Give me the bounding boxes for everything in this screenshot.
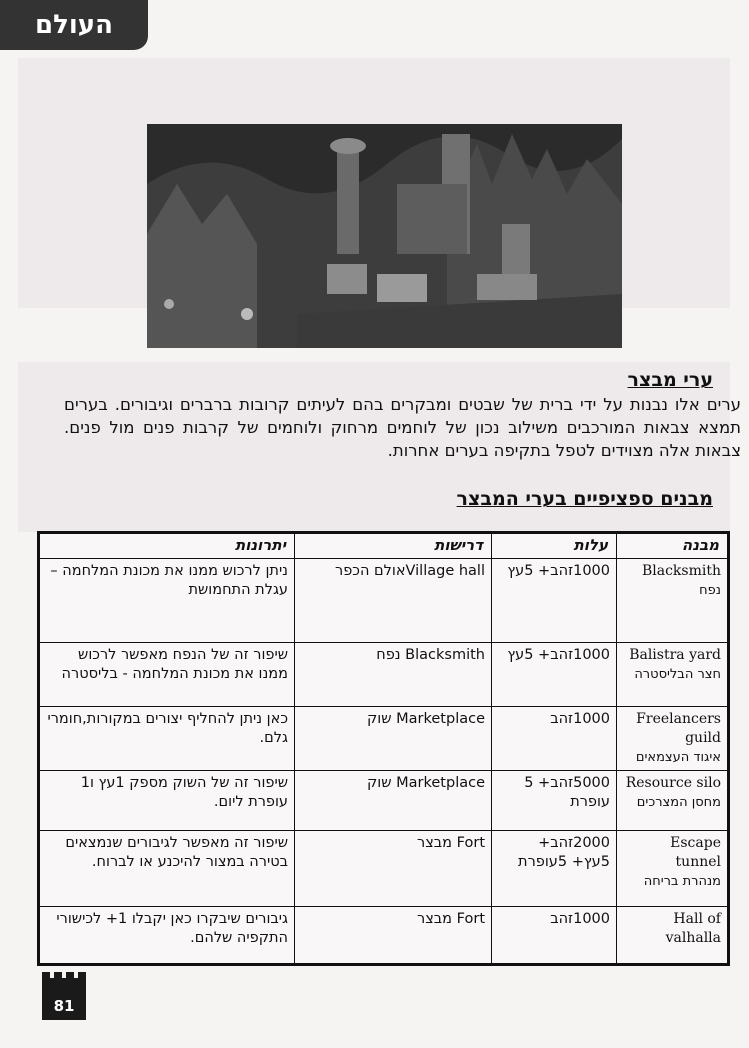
table-row [39,907,729,965]
cost-cell: 1000זהב+ 5עץ [492,559,617,643]
building-cell [617,771,729,831]
advantages-cell: כאן ניתן להחליף יצורים במקורות,חומרי גלם. [39,707,295,771]
building-name-en: Resource silo [625,775,721,791]
table-row [39,831,729,907]
cost-cell: 5000זהב+ 5 עופרת [492,771,617,831]
requirements-cell: Marketplace שוק [295,707,492,771]
building-name-en: Balistra yard [629,647,721,663]
building-cell [617,643,729,707]
building-name-he: מחסן המצרכים [636,795,721,810]
building-cell [617,559,729,643]
table-header-row [39,533,729,559]
building-name-he: חצר הבליסטרה [634,667,721,682]
buildings-title: מבנים ספציפיים בערי המבצר [456,488,713,510]
building-name-en: Hall of valhalla [665,911,721,946]
section-paragraph: ערים אלו נבנות על ידי ברית של שבטים ומבקרים בהם לעיתים קרובות ברברים וגיבורים. בערים תמצא צבאות המורכבים משילוב נכון של לוחמים מרחוק ולוחמים של קרבות פנים מול פנים. צבאות אלה מצוידים לטפל בתקיפה בערים אחרות. [64,395,741,460]
building-name-he: איגוד העצמאים [635,750,721,765]
chapter-title: העולם [35,10,113,40]
requirements-cell: Fort מבצר [295,831,492,907]
advantages-cell: שיפור זה של הנפח מאפשר לרכוש ממנו את מכונת המלחמה - בליסטרה [39,643,295,707]
table-row [39,643,729,707]
building-name-he: נפח [699,583,721,598]
header-advantages: יתרונות [39,533,295,559]
cost-cell: 2000זהב+ 5עץ+ 5עופרת [492,831,617,907]
header-building: מבנה [617,533,729,559]
table-row [39,559,729,643]
building-cell [617,707,729,771]
header-requirements: דרישות [295,533,492,559]
building-name-en: Freelancers guild [636,711,721,746]
fortress-city-illustration [147,124,622,348]
advantages-cell: שיפור זה מאפשר לגיבורים שנמצאים בטירה במצור להיכנע או לברוח. [39,831,295,907]
cost-cell: 1000זהב+ 5עץ [492,643,617,707]
building-name-en: Blacksmith [641,563,721,579]
advantages-cell: גיבורים שיבקרו כאן יקבלו 1+ לכישורי התקפיה שלהם. [39,907,295,965]
buildings-table [37,531,730,966]
requirements-cell: Blacksmith נפח [295,643,492,707]
requirements-cell: Village hallאולם הכפר [295,559,492,643]
page-number: 81 [53,997,75,1015]
building-cell [617,831,729,907]
building-cell [617,907,729,965]
header-cost: עלות [492,533,617,559]
chapter-tab [0,0,148,50]
building-name-he: מנהרת בריחה [643,874,721,889]
table-row [39,707,729,771]
advantages-cell: ניתן לרכוש ממנו את מכונת המלחמה – עגלת התחמושת [39,559,295,643]
section-title: ערי מבצר [627,369,713,391]
fortress-city-image [147,124,622,348]
cost-cell: 1000זהב [492,907,617,965]
advantages-cell: שיפור זה של השוק מספק 1עץ ו1 עופרת ליום. [39,771,295,831]
requirements-cell: Fort מבצר [295,907,492,965]
table-row [39,771,729,831]
cost-cell: 1000זהב [492,707,617,771]
building-name-en: Escape tunnel [670,835,721,870]
requirements-cell: Marketplace שוק [295,771,492,831]
page-number-badge [42,978,86,1020]
